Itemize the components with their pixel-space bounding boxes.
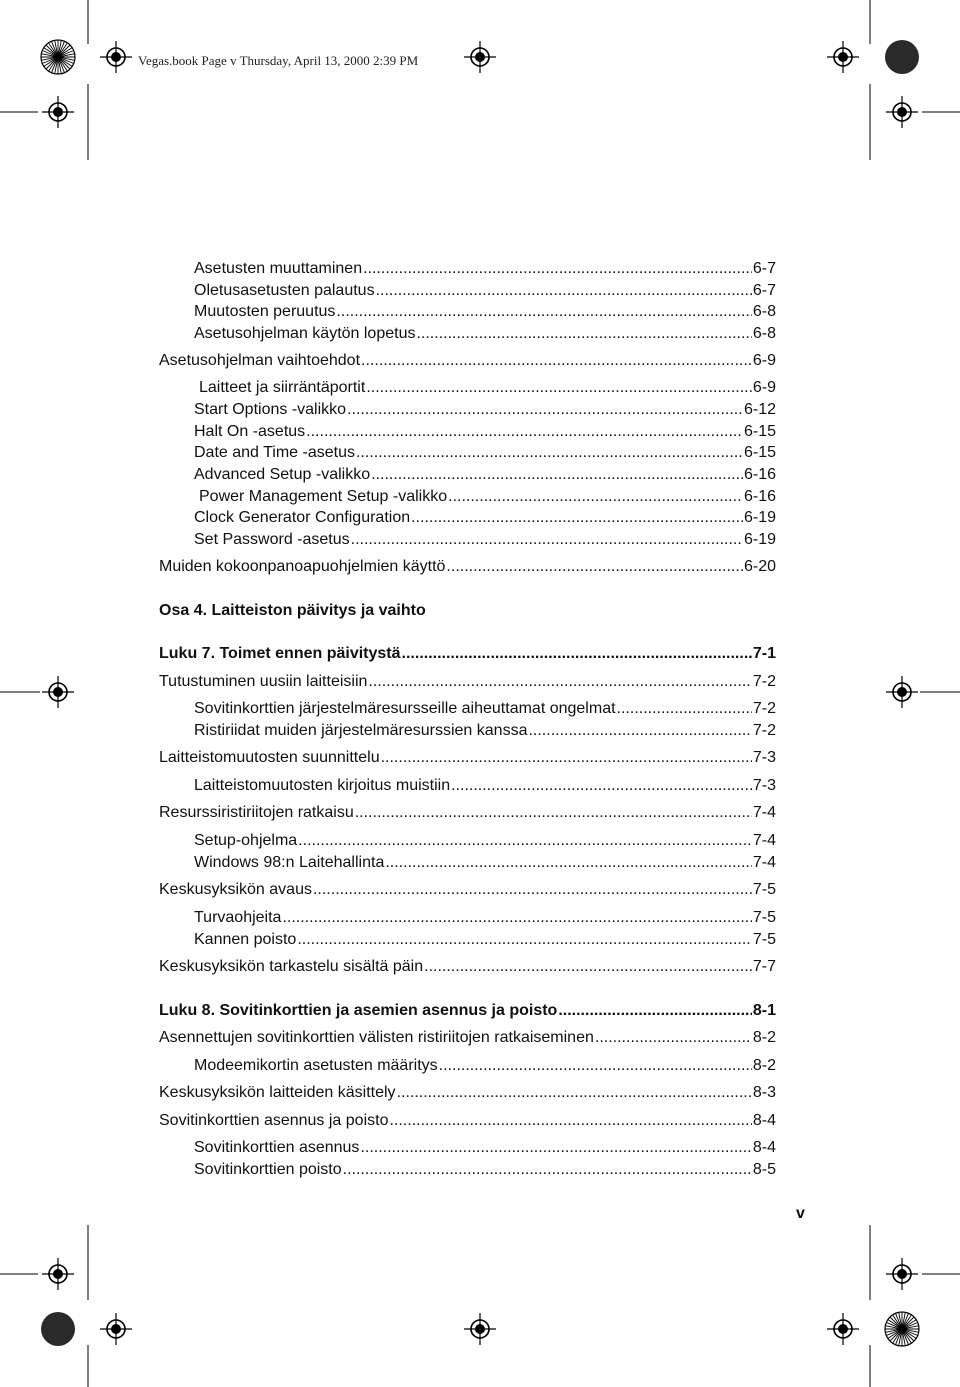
toc-leader [451, 776, 752, 796]
toc-entry-page: 8-1 [752, 1002, 776, 1019]
toc-leader [366, 378, 752, 398]
toc-entry-page: 6-12 [743, 401, 776, 418]
toc-entry[interactable] [159, 957, 776, 977]
toc-entry[interactable] [194, 699, 776, 719]
toc-leader [298, 831, 752, 851]
toc-entry-page: 7-4 [752, 832, 776, 849]
toc-entry-page: 7-5 [752, 881, 776, 898]
toc-entry-page: 7-4 [752, 804, 776, 821]
toc-entry-page: 6-7 [752, 282, 776, 299]
toc-entry-page: 6-9 [752, 379, 776, 396]
toc-entry-page: 7-5 [752, 909, 776, 926]
toc-entry[interactable] [159, 803, 776, 823]
toc-leader [356, 443, 743, 463]
toc-entry-page: 6-16 [743, 466, 776, 483]
toc-entry[interactable] [194, 324, 776, 344]
toc-entry-title: Asennettujen sovitinkorttien välisten ristiriitojen ratkaiseminen [159, 1029, 594, 1046]
toc-leader [351, 530, 743, 550]
toc-entry[interactable] [159, 672, 776, 692]
toc-entry-title: Keskusyksikön avaus [159, 881, 312, 898]
toc-entry[interactable] [194, 281, 776, 301]
toc-leader [363, 259, 752, 279]
toc-entry[interactable] [194, 530, 776, 550]
toc-entry[interactable] [194, 422, 776, 442]
toc-entry-title: Setup-ohjelma [194, 832, 298, 849]
toc-entry-page: 6-8 [752, 325, 776, 342]
toc-entry[interactable] [194, 443, 776, 463]
toc-entry-page: 7-7 [752, 958, 776, 975]
toc-entry-title: Luku 8. Sovitinkorttien ja asemien asennus ja poisto [159, 1002, 558, 1019]
toc-entry[interactable] [194, 465, 776, 485]
toc-entry-page: 6-7 [752, 260, 776, 277]
toc-entry[interactable] [159, 1111, 776, 1131]
toc-entry-title: Kannen poisto [194, 931, 297, 948]
toc-entry[interactable] [194, 831, 776, 851]
toc-leader [397, 1083, 752, 1103]
toc-entry[interactable] [199, 378, 776, 398]
toc-entry-title: Ristiriidat muiden järjestelmäresurssien kanssa [194, 722, 528, 739]
toc-entry-page: 6-15 [743, 444, 776, 461]
toc-entry[interactable] [194, 1056, 776, 1076]
toc-leader [343, 1160, 752, 1180]
toc-entry-title: Sovitinkorttien asennus ja poisto [159, 1112, 389, 1129]
toc-entry[interactable] [194, 302, 776, 322]
toc-entry-title: Windows 98:n Laitehallinta [194, 854, 385, 871]
toc-entry[interactable] [194, 259, 776, 279]
toc-leader [347, 400, 743, 420]
toc-entry-title: Resurssiristiriitojen ratkaisu [159, 804, 354, 821]
toc-entry-page: 8-2 [752, 1057, 776, 1074]
toc-entry-title: Laitteet ja siirräntäportit [199, 379, 366, 396]
toc-entry-page: 8-4 [752, 1139, 776, 1156]
toc-leader [448, 487, 743, 507]
toc-entry-title: Keskusyksikön tarkastelu sisältä päin [159, 958, 424, 975]
print-header: Vegas.book Page v Thursday, April 13, 2000 2:39 PM [138, 53, 419, 68]
toc-entry[interactable] [194, 1138, 776, 1158]
toc-entry[interactable] [199, 487, 776, 507]
toc-entry-page: 6-8 [752, 303, 776, 320]
toc-entry-title: Clock Generator Configuration [194, 509, 411, 526]
toc-entry-page: 7-2 [752, 722, 776, 739]
toc-entry-page: 6-20 [743, 558, 776, 575]
toc-entry[interactable] [159, 748, 776, 768]
toc-entry-title: Power Management Setup -valikko [199, 488, 448, 505]
toc-entry-page: 6-9 [752, 352, 776, 369]
toc-entry-page: 7-5 [752, 931, 776, 948]
toc-entry-page: 8-2 [752, 1029, 776, 1046]
toc-entry-title: Modeemikortin asetusten määritys [194, 1057, 438, 1074]
toc-leader [297, 930, 752, 950]
toc-leader [313, 880, 752, 900]
toc-entry-title: Sovitinkorttien järjestelmäresursseille aiheuttamat ongelmat [194, 700, 616, 717]
toc-entry-title: Muiden kokoonpanoapuohjelmien käyttö [159, 558, 446, 575]
toc-entry-title: Turvaohjeita [194, 909, 282, 926]
toc-entry-page: 8-3 [752, 1084, 776, 1101]
toc-leader [446, 557, 743, 577]
toc-leader [376, 281, 752, 301]
toc-leader [402, 644, 752, 664]
toc-entry[interactable] [159, 557, 776, 577]
toc-entry[interactable] [194, 400, 776, 420]
toc-entry-page: 6-15 [743, 423, 776, 440]
toc-entry[interactable] [194, 776, 776, 796]
toc-leader [355, 803, 752, 823]
toc-leader [558, 1001, 752, 1021]
toc-leader [416, 324, 751, 344]
toc-leader [389, 1111, 751, 1131]
toc-entry-title: Laitteistomuutosten kirjoitus muistiin [194, 777, 451, 794]
toc-entry-title: Asetusohjelman vaihtoehdot [159, 352, 361, 369]
toc-leader [439, 1056, 752, 1076]
toc-entry-title: Tutustuminen uusiin laitteisiin [159, 673, 368, 690]
toc-entry[interactable] [159, 880, 776, 900]
toc-leader [282, 908, 751, 928]
toc-leader [306, 422, 743, 442]
toc-entry-page: 7-1 [752, 645, 776, 662]
toc-leader [371, 465, 743, 485]
toc-entry[interactable] [194, 930, 776, 950]
toc-entry-page: 7-2 [752, 700, 776, 717]
toc-leader [361, 351, 752, 371]
toc-leader [381, 748, 752, 768]
toc-entry-title: Sovitinkorttien poisto [194, 1161, 342, 1178]
toc-entry-title: Halt On -asetus [194, 423, 306, 440]
toc-leader [424, 957, 752, 977]
toc-entry[interactable] [159, 1028, 776, 1048]
toc-entry-page: 6-19 [743, 531, 776, 548]
toc-entry[interactable] [194, 908, 776, 928]
toc-chapter-entry[interactable] [159, 644, 776, 664]
toc-leader [595, 1028, 752, 1048]
toc-entry-title: Asetusten muuttaminen [194, 260, 363, 277]
part-heading: Osa 4. Laitteiston päivitys ja vaihto [159, 602, 426, 619]
toc-leader [336, 302, 751, 322]
toc-entry-title: Laitteistomuutosten suunnittelu [159, 749, 380, 766]
toc-entry[interactable] [159, 351, 776, 371]
toc-leader [368, 672, 751, 692]
toc-entry-page: 7-2 [752, 673, 776, 690]
toc-entry-page: 8-5 [752, 1161, 776, 1178]
toc-entry[interactable] [194, 721, 776, 741]
toc-entry[interactable] [159, 1083, 776, 1103]
toc-entry-page: 6-19 [743, 509, 776, 526]
toc-entry-title: Asetusohjelman käytön lopetus [194, 325, 416, 342]
toc-entry[interactable] [194, 508, 776, 528]
page-number: v [796, 1205, 805, 1222]
toc-entry-page: 7-3 [752, 749, 776, 766]
toc-entry-title: Sovitinkorttien asennus [194, 1139, 360, 1156]
toc-entry[interactable] [194, 1160, 776, 1180]
toc-entry-page: 7-4 [752, 854, 776, 871]
toc-leader [360, 1138, 751, 1158]
toc-leader [617, 699, 752, 719]
toc-entry-title: Advanced Setup -valikko [194, 466, 371, 483]
toc-entry-title: Oletusasetusten palautus [194, 282, 375, 299]
toc-chapter-entry[interactable] [159, 1001, 776, 1021]
toc-entry-title: Muutosten peruutus [194, 303, 336, 320]
toc-entry-title: Date and Time -asetus [194, 444, 355, 461]
toc-entry[interactable] [194, 853, 776, 873]
toc-entry-title: Luku 7. Toimet ennen päivitystä [159, 645, 401, 662]
toc-entry-page: 8-4 [752, 1112, 776, 1129]
toc-entry-page: 7-3 [752, 777, 776, 794]
toc-leader [411, 508, 743, 528]
toc-entry-title: Keskusyksikön laitteiden käsittely [159, 1084, 396, 1101]
toc-entry-title: Set Password -asetus [194, 531, 350, 548]
toc-entry-page: 6-16 [743, 488, 776, 505]
toc-leader [528, 721, 751, 741]
toc-leader [385, 853, 752, 873]
toc-entry-title: Start Options -valikko [194, 401, 347, 418]
